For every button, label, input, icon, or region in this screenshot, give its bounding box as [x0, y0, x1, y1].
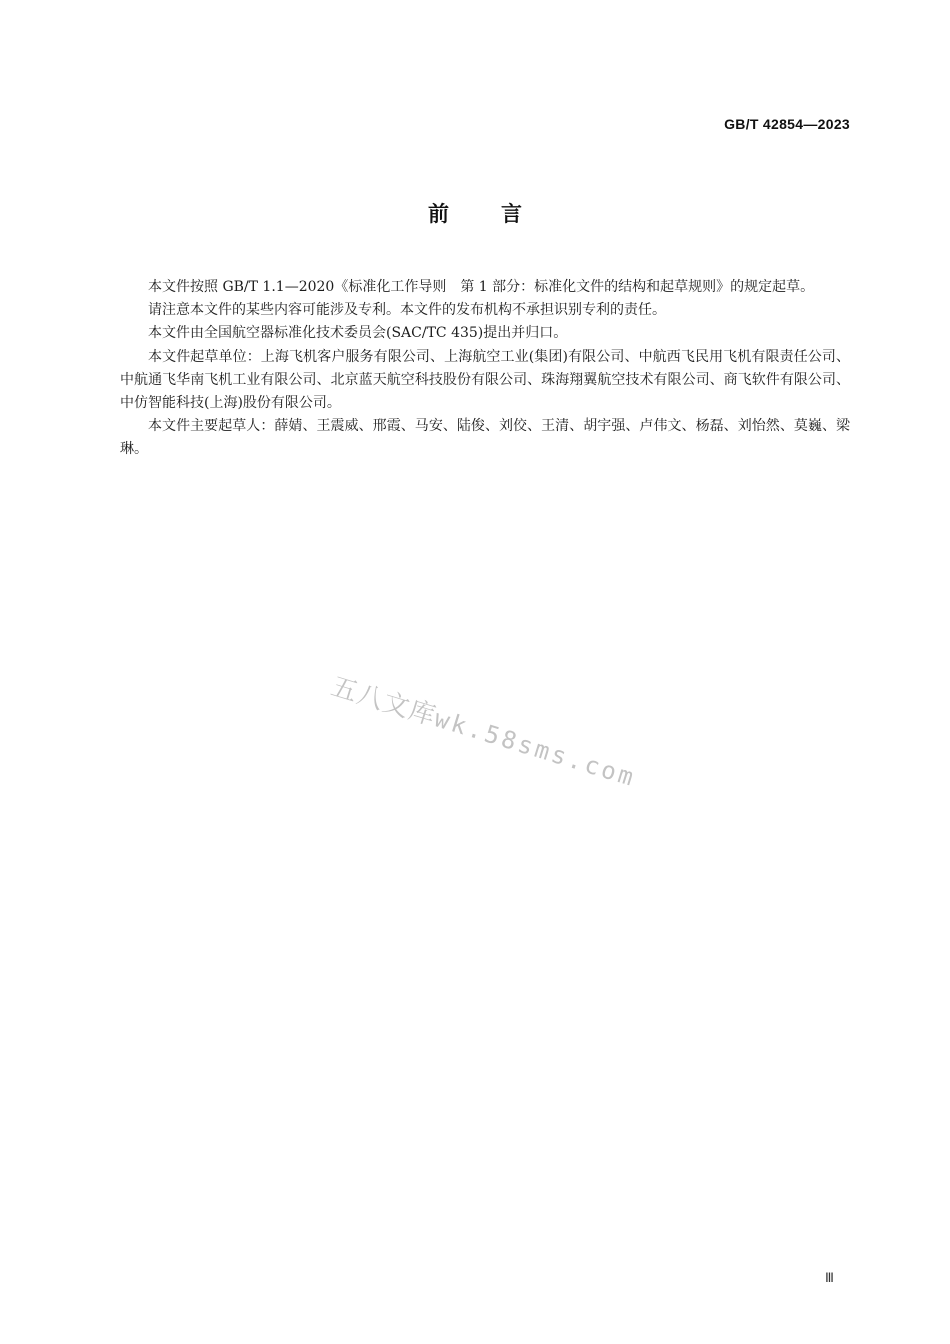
paragraph-patent-notice: 请注意本文件的某些内容可能涉及专利。本文件的发布机构不承担识别专利的责任。	[148, 302, 666, 319]
watermark	[327, 666, 641, 794]
page-title: 前言	[428, 202, 574, 226]
document-code: GB/T 42854—2023	[724, 116, 850, 132]
watermark-domain: wk.58sms.com	[431, 704, 640, 793]
paragraph-drafters: 本文件主要起草人：薛婧、王震威、邢霞、马安、陆俊、刘佼、王清、胡宇强、卢伟文、杨磊、刘怡然、莫巍、梁琳。	[120, 418, 850, 458]
foreword-body	[120, 276, 850, 462]
paragraph-drafting-units: 本文件起草单位：上海飞机客户服务有限公司、上海航空工业(集团)有限公司、中航西飞民用飞机有限责任公司、中航通飞华南飞机工业有限公司、北京蓝天航空科技股份有限公司、珠海翔翼航空技术有限公司、商飞软件有限公司、中仿智能科技(上海)股份有限公司。	[120, 348, 850, 412]
paragraph-drafting-basis: 本文件按照 GB/T 1.1—2020《标准化工作导则 第 1 部分：标准化文件的结构和起草规则》的规定起草。	[148, 279, 815, 295]
page-number: Ⅲ	[825, 1270, 834, 1285]
paragraph-proposer: 本文件由全国航空器标准化技术委员会(SAC/TC 435)提出并归口。	[148, 325, 568, 342]
watermark-text-cn: 五八文库	[327, 671, 440, 733]
